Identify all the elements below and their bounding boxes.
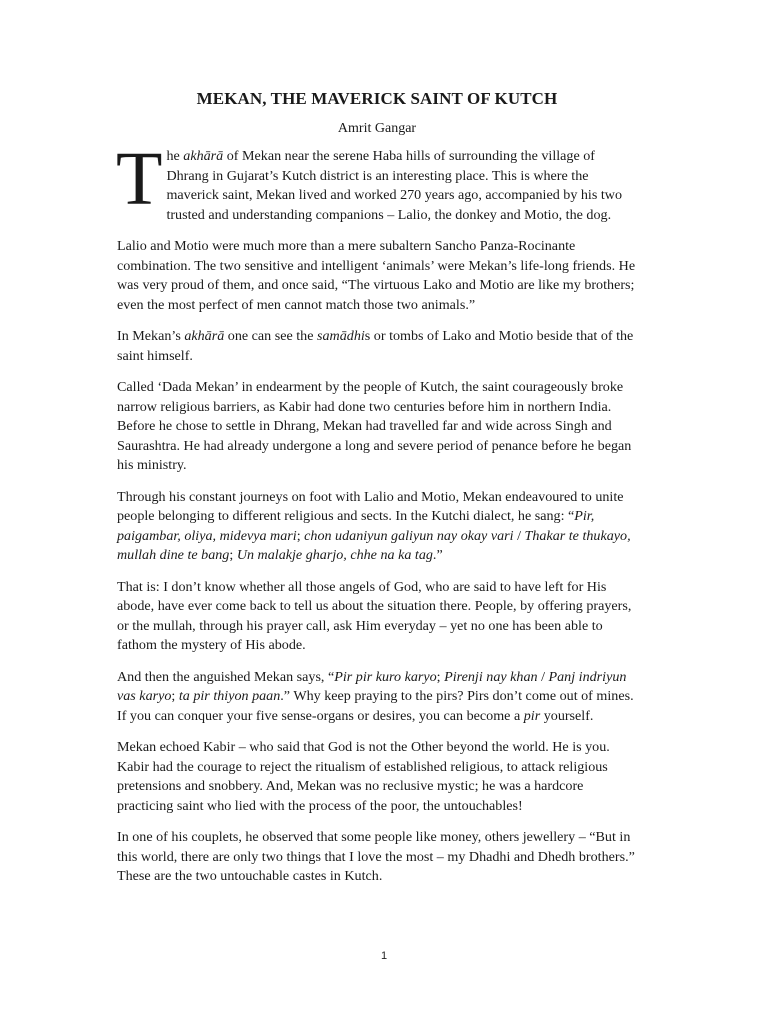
page-number: 1 — [380, 950, 388, 962]
paragraph-3: In Mekan’s akhārā one can see the samādhis or tombs of Lako and Motio beside that of the saint himself. — [117, 328, 634, 364]
paragraph-6: That is: I don’t know whether all those angels of God, who are said to have left for His abode, have ever come back to tell us about the situation there. People, by offering prayers, or the mullah, through his prayer call, ask Him everyday – yet no one has been able to fathom the mystery of His abode. — [117, 578, 632, 653]
paragraph-1: The akhārā of Mekan near the serene Haba hills of surrounding the village of Dhrang in Gujarat’s Kutch district is an interesting place. This is where the maverick saint, Mekan lived and worked 270 years ago, accompanied by his two trusted and understanding companions – Lalio, the donkey and Motio, the dog. — [116, 137, 623, 223]
author-name: Amrit Gangar — [337, 121, 417, 136]
paragraph-4: Called ‘Dada Mekan’ in endearment by the people of Kutch, the saint courageously broke narrow religious barriers, as Kabir had done two centuries before him in northern India. Before he chose to settle in Dhrang, Mekan had travelled far and wide across Singh and Saurashtra. He had already undergone a long and severe period of penance before he began his ministry. — [117, 379, 632, 473]
paragraph-9: In one of his couplets, he observed that some people like money, others jewellery – “But in this world, there are only two things that I love the most – my Dhadhi and Dhedh brothers.” These are the two untouchable castes in Kutch. — [117, 829, 635, 884]
paragraph-7: And then the anguished Mekan says, “Pir pir kuro karyo; Pirenji nay khan / Panj indriyun vas karyo; ta pir thiyon paan.” Why keep praying to the pirs? Pirs don’t come out of mines. If you can conquer your five sense-organs or desires, you can become a pir yourself. — [117, 668, 634, 724]
document-title: MEKAN, THE MAVERICK SAINT OF KUTCH — [196, 89, 558, 108]
drop-cap: T — [116, 137, 163, 221]
paragraph-8: Mekan echoed Kabir – who said that God is not the Other beyond the world. He is you. Kabir had the courage to reject the ritualism of established religious, to attack religious pretensions and snobbery. And, Mekan was no reclusive mystic; he was a hardcore practicing saint who lied with the process of the poor, the untouchables! — [117, 739, 610, 814]
paragraph-5: Through his constant journeys on foot with Lalio and Motio, Mekan endeavoured to unite people belonging to different religious and sects. In the Kutchi dialect, he sang: “Pir, paigambar, oliya, midevya mari; chon udaniyun galiyun nay okay vari / Thakar te thukayo, mullah dine te bang; Un malakje gharjo, chhe na ka tag.” — [117, 488, 631, 563]
paragraph-2: Lalio and Motio were much more than a mere subaltern Sancho Panza-Rocinante combination. The two sensitive and intelligent ‘animals’ were Mekan’s life-long friends. He was very proud of them, and once said, “The virtuous Lako and Motio are like my brothers; even the most perfect of men cannot match those two animals.” — [117, 238, 636, 313]
document-page — [117, 80, 637, 899]
